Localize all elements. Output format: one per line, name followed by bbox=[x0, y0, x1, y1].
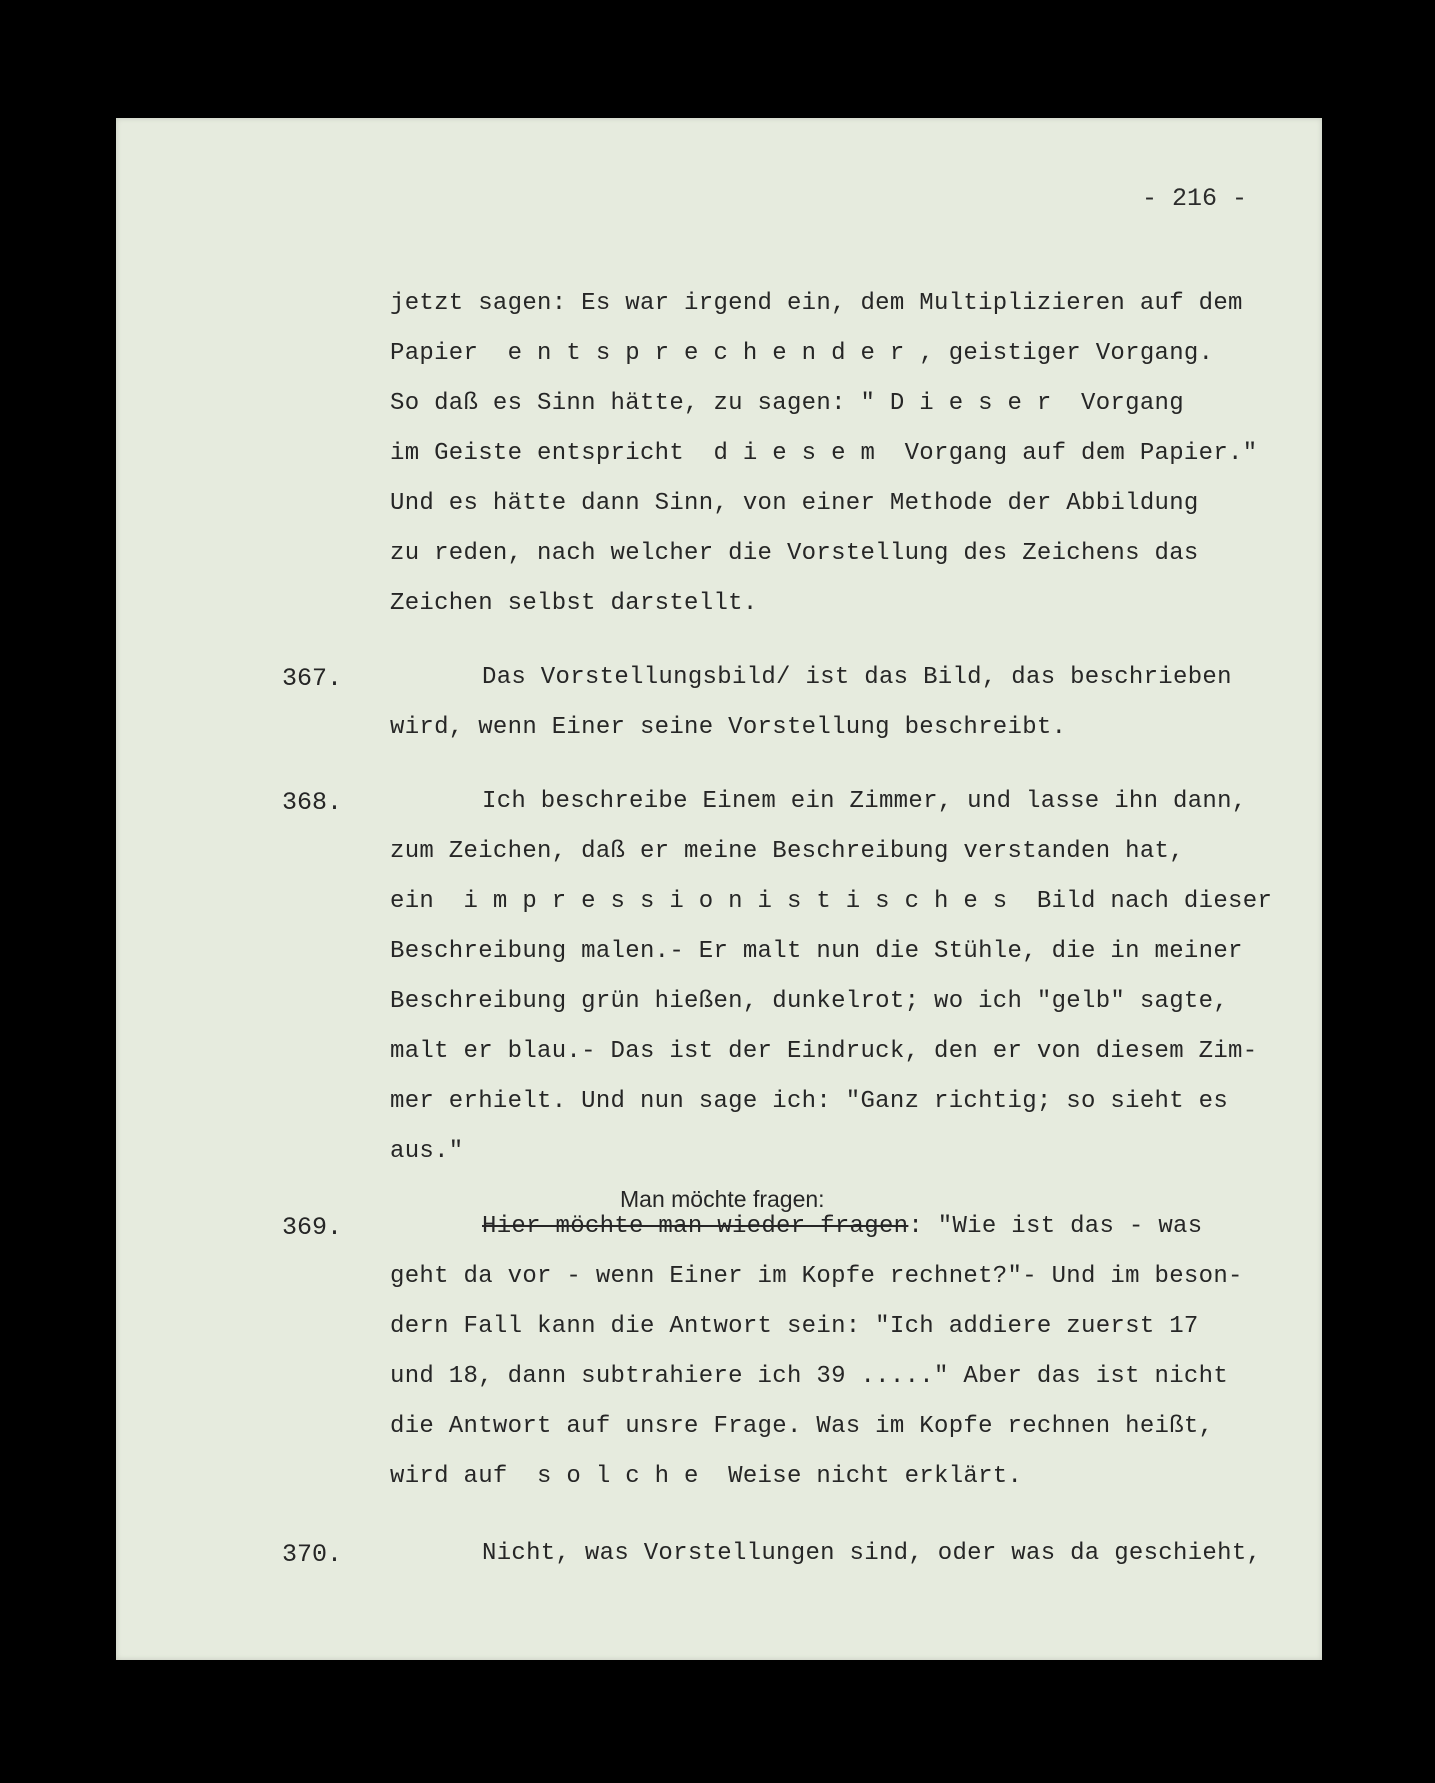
remark-number: 368. bbox=[282, 788, 343, 817]
text-line: die Antwort auf unsre Frage. Was im Kopfe rechnen heißt, bbox=[390, 1413, 1214, 1440]
remark-number: 367. bbox=[282, 664, 343, 693]
text-line: Und es hätte dann Sinn, von einer Methode der Abbildung bbox=[390, 490, 1199, 517]
text-line: Ich beschreibe Einem ein Zimmer, und lasse ihn dann, bbox=[482, 788, 1247, 815]
struck-text: Hier möchte man wieder fragen bbox=[482, 1213, 909, 1240]
text-line: im Geiste entspricht d i e s e m Vorgang auf dem Papier." bbox=[390, 440, 1258, 467]
text-fragment: : "Wie ist das - was bbox=[908, 1213, 1203, 1240]
text-line: malt er blau.- Das ist der Eindruck, den er von diesem Zim- bbox=[390, 1038, 1258, 1065]
text-line: jetzt sagen: Es war irgend ein, dem Multiplizieren auf dem bbox=[390, 290, 1243, 317]
text-line: geht da vor - wenn Einer im Kopfe rechnet?"- Und im beson- bbox=[390, 1263, 1243, 1290]
text-line: und 18, dann subtrahiere ich 39 ....." Aber das ist nicht bbox=[390, 1363, 1229, 1390]
text-line: Zeichen selbst darstellt. bbox=[390, 590, 758, 617]
text-line: Das Vorstellungsbild/ ist das Bild, das beschrieben bbox=[482, 664, 1232, 691]
text-line: ein i m p r e s s i o n i s t i s c h e s Bild nach dieser bbox=[390, 888, 1273, 915]
text-line: Papier e n t s p r e c h e n d e r , geistiger Vorgang. bbox=[390, 340, 1214, 367]
page-number: - 216 - bbox=[1142, 184, 1248, 213]
remark-number: 369. bbox=[282, 1213, 343, 1242]
text-line: aus." bbox=[390, 1138, 464, 1165]
remark-number: 370. bbox=[282, 1540, 343, 1569]
text-line: zu reden, nach welcher die Vorstellung des Zeichens das bbox=[390, 540, 1199, 567]
text-line: So daß es Sinn hätte, zu sagen: " D i e s e r Vorgang bbox=[390, 390, 1184, 417]
text-line: Beschreibung malen.- Er malt nun die Stühle, die in meiner bbox=[390, 938, 1243, 965]
text-line: wird auf s o l c h e Weise nicht erklärt. bbox=[390, 1463, 1023, 1490]
text-line bbox=[482, 1213, 1202, 1240]
text-line: wird, wenn Einer seine Vorstellung beschreibt. bbox=[390, 714, 1067, 741]
handwritten-insertion: Man möchte fragen: bbox=[620, 1186, 825, 1212]
text-line: Beschreibung grün hießen, dunkelrot; wo ich "gelb" sagte, bbox=[390, 988, 1229, 1015]
text-line: mer erhielt. Und nun sage ich: "Ganz richtig; so sieht es bbox=[390, 1088, 1229, 1115]
text-line: zum Zeichen, daß er meine Beschreibung verstanden hat, bbox=[390, 838, 1184, 865]
text-line: dern Fall kann die Antwort sein: "Ich addiere zuerst 17 bbox=[390, 1313, 1199, 1340]
text-line: Nicht, was Vorstellungen sind, oder was da geschieht, bbox=[482, 1540, 1262, 1567]
